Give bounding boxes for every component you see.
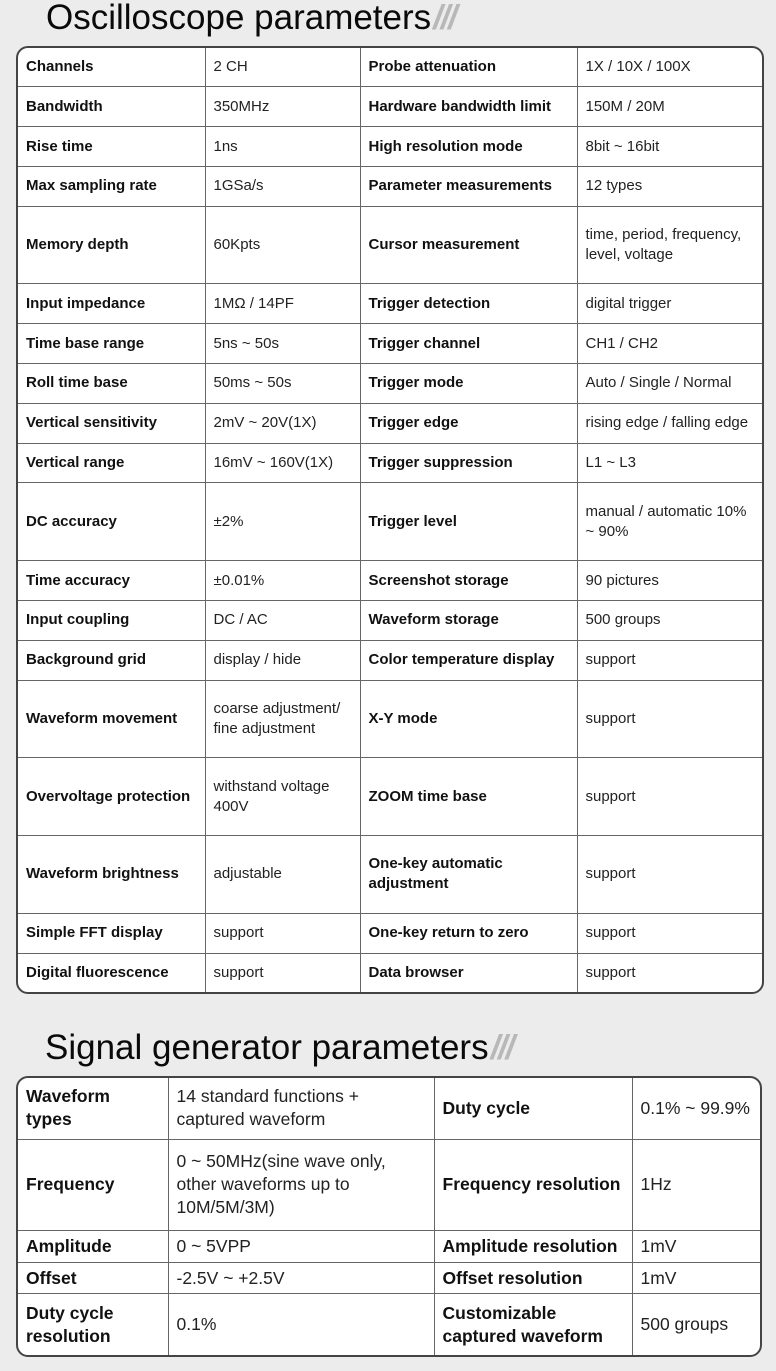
parameter-value: adjustable — [205, 836, 360, 914]
parameter-label: Customizable captured waveform — [434, 1294, 632, 1355]
parameter-label: Waveform movement — [18, 680, 205, 758]
parameter-label: Vertical range — [18, 443, 205, 483]
parameter-label: Probe attenuation — [360, 48, 577, 87]
oscilloscope-section-title — [46, 0, 456, 40]
table-row — [18, 913, 762, 953]
parameter-label: Frequency — [18, 1139, 168, 1231]
parameter-label: Waveform brightness — [18, 836, 205, 914]
parameter-value: 1X / 10X / 100X — [577, 48, 762, 87]
table-row — [18, 640, 762, 680]
parameter-value: support — [585, 963, 636, 981]
parameter-label: Cursor measurement — [360, 206, 577, 284]
table-row — [18, 953, 762, 992]
parameter-label: Simple FFT display — [18, 913, 205, 953]
parameter-value: 1MΩ / 14PF — [205, 284, 360, 324]
parameter-value: 60Kpts — [205, 206, 360, 284]
oscilloscope-parameters-table — [16, 46, 764, 994]
parameter-value: withstand voltage 400V — [205, 758, 360, 836]
parameter-label: Channels — [18, 48, 205, 87]
table-row — [18, 836, 762, 914]
parameter-label: Background grid — [18, 640, 205, 680]
table-row — [18, 206, 762, 284]
parameter-value: 350MHz — [205, 87, 360, 127]
parameter-value: 1ns — [205, 127, 360, 167]
parameter-label: Time accuracy — [18, 561, 205, 601]
parameter-value: display / hide — [205, 640, 360, 680]
parameter-label: Rise time — [18, 127, 205, 167]
parameter-value: support — [205, 953, 360, 992]
parameter-label: Trigger level — [360, 483, 577, 561]
parameter-value: digital trigger — [577, 284, 762, 324]
parameter-value: -2.5V ~ +2.5V — [168, 1262, 434, 1294]
parameter-value: 0.1% — [168, 1294, 434, 1355]
parameter-label: Memory depth — [18, 206, 205, 284]
parameter-label: Vertical sensitivity — [18, 403, 205, 443]
parameter-value: support — [577, 758, 762, 836]
table-row — [18, 1294, 760, 1355]
parameter-label: Duty cycle — [434, 1078, 632, 1139]
parameter-value: support — [577, 836, 762, 914]
parameter-label: Trigger suppression — [360, 443, 577, 483]
parameter-label: Max sampling rate — [18, 166, 205, 206]
title-decoration: /// — [433, 0, 456, 37]
parameter-value: coarse adjustment/ fine adjustment — [205, 680, 360, 758]
oscilloscope-title-text: Oscilloscope parameters — [46, 0, 432, 37]
parameter-label: Duty cycle resolution — [18, 1294, 168, 1355]
parameter-label: Input impedance — [18, 284, 205, 324]
table-row — [18, 1139, 760, 1231]
parameter-label: Hardware bandwidth limit — [360, 87, 577, 127]
parameter-label: One-key return to zero — [360, 913, 577, 953]
parameter-label: Overvoltage protection — [18, 758, 205, 836]
table-row — [18, 1262, 760, 1294]
parameter-label: Offset — [18, 1262, 168, 1294]
parameter-value: 150M / 20M — [577, 87, 762, 127]
parameter-value: support — [577, 640, 762, 680]
table-row — [18, 364, 762, 404]
parameter-label: X-Y mode — [360, 680, 577, 758]
signal-generator-section-title — [45, 1026, 513, 1070]
table-row — [18, 561, 762, 601]
parameter-label: Color temperature display — [360, 640, 577, 680]
table-row — [18, 87, 762, 127]
table-row — [18, 758, 762, 836]
parameter-value: Auto / Single / Normal — [577, 364, 762, 404]
parameter-label: Frequency resolution — [434, 1139, 632, 1231]
table-row — [18, 483, 762, 561]
table-row — [18, 1078, 760, 1139]
parameter-label: Offset resolution — [434, 1262, 632, 1294]
table-row — [18, 284, 762, 324]
signal-generator-title-text: Signal generator parameters — [45, 1028, 489, 1067]
parameter-value: time, period, frequency, level, voltage — [577, 206, 762, 284]
parameter-value: ±0.01% — [205, 561, 360, 601]
parameter-value: DC / AC — [205, 600, 360, 640]
parameter-value: 2mV ~ 20V(1X) — [205, 403, 360, 443]
parameter-label: Trigger mode — [360, 364, 577, 404]
parameter-value: 1mV — [632, 1231, 760, 1263]
parameter-label: Data browser — [360, 953, 577, 992]
parameter-label: Waveform types — [18, 1078, 168, 1139]
parameter-label: Waveform storage — [360, 600, 577, 640]
parameter-value: support — [205, 913, 360, 953]
table-row — [18, 1231, 760, 1263]
parameter-label: Time base range — [18, 324, 205, 364]
parameter-value: 5ns ~ 50s — [205, 324, 360, 364]
parameter-value: 1GSa/s — [205, 166, 360, 206]
parameter-label: Roll time base — [18, 364, 205, 404]
parameter-value: 0 ~ 5VPP — [168, 1231, 434, 1263]
table-row — [18, 680, 762, 758]
parameter-value: 1Hz — [632, 1139, 760, 1231]
parameter-value: 12 types — [577, 166, 762, 206]
parameter-value: 50ms ~ 50s — [205, 364, 360, 404]
parameter-value: L1 ~ L3 — [577, 443, 762, 483]
table-row — [18, 443, 762, 483]
parameter-value: 0 ~ 50MHz(sine wave only, other waveforms up to 10M/5M/3M) — [168, 1139, 434, 1231]
parameter-value: 16mV ~ 160V(1X) — [205, 443, 360, 483]
parameter-value: 90 pictures — [577, 561, 762, 601]
parameter-value: 500 groups — [577, 600, 762, 640]
parameter-value: support — [577, 913, 762, 953]
parameter-label: Digital fluorescence — [18, 953, 205, 992]
table-row — [18, 600, 762, 640]
parameter-value: ±2% — [205, 483, 360, 561]
parameter-value: 8bit ~ 16bit — [577, 127, 762, 167]
table-row — [18, 324, 762, 364]
parameter-label: DC accuracy — [18, 483, 205, 561]
parameter-value: support — [577, 680, 762, 758]
parameter-label: One-key automatic adjustment — [360, 836, 577, 914]
signal-generator-parameters-table — [16, 1076, 762, 1357]
parameter-label: Amplitude resolution — [434, 1231, 632, 1263]
parameter-label: Trigger detection — [360, 284, 577, 324]
table-row — [18, 166, 762, 206]
parameter-value: 14 standard functions + captured waveform — [168, 1078, 434, 1139]
parameter-label: Trigger channel — [360, 324, 577, 364]
table-row — [18, 403, 762, 443]
parameter-value: CH1 / CH2 — [577, 324, 762, 364]
parameter-value: 0.1% ~ 99.9% — [632, 1078, 760, 1139]
parameter-label: Input coupling — [18, 600, 205, 640]
parameter-label: High resolution mode — [360, 127, 577, 167]
parameter-label: Screenshot storage — [360, 561, 577, 601]
table-row — [18, 127, 762, 167]
parameter-label: Parameter measurements — [360, 166, 577, 206]
parameter-label: Bandwidth — [18, 87, 205, 127]
parameter-value: 1mV — [632, 1262, 760, 1294]
parameter-label: Trigger edge — [360, 403, 577, 443]
parameter-label: Amplitude — [18, 1231, 168, 1263]
table-row — [18, 48, 762, 87]
parameter-label: ZOOM time base — [360, 758, 577, 836]
title-decoration: /// — [490, 1029, 513, 1067]
parameter-value: 2 CH — [205, 48, 360, 87]
parameter-value: manual / automatic 10% ~ 90% — [577, 483, 762, 561]
parameter-value: rising edge / falling edge — [577, 403, 762, 443]
parameter-value: 500 groups — [640, 1314, 729, 1335]
